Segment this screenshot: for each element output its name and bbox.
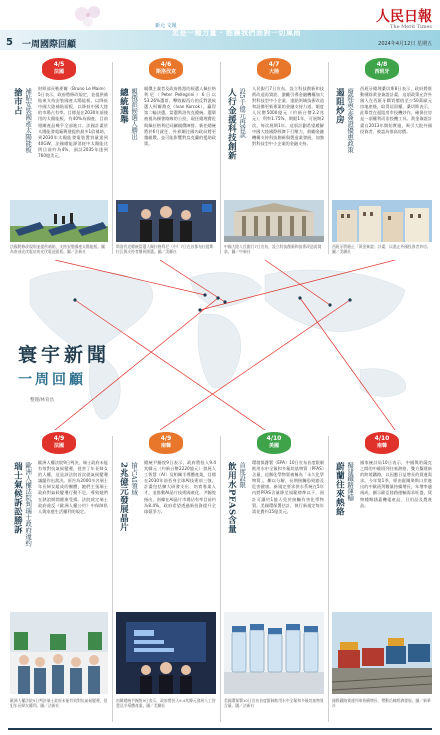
page-header xyxy=(0,0,440,52)
date-tag: 4/8 西班牙 xyxy=(365,58,399,80)
card-body: 總統尹錫悅9日表示，政府將投入9.4兆韓元（約新台幣2220億元）發展人工智慧（AI）及相關半導體產業，目標在2030年前晉身全球AI技術前三強。計畫包括擴大研發支出、培育專業人才，並推動AI晶片技術國產化。尹錫悅指出，南韓在AI晶片市場佔有率目前約為8.4%，政府希望透過新投資提升全球競爭力。 xyxy=(144,460,216,514)
date-tag: 4/10 美國 xyxy=(257,432,291,454)
card-subhead: 搶占AI領域 xyxy=(130,462,139,496)
card-body: 西班牙總理桑切斯8日表示，政府將推動廢除黃金簽證計畫，這項政策允許外國人在西班牙購買價值至少50萬歐元房地產後，取得居留權。桑切斯表示，此舉旨在遏阻房市投機炒作，確保住房是一項權利而非投機工具。黃金簽證計畫自2013年開始實施，吸引大批外國投資者，被認為推高房價。 xyxy=(360,86,432,134)
card-headline: 遏阻炒房 xyxy=(334,88,345,124)
date-tag: 4/9 南韓 xyxy=(149,432,183,454)
date-tag: 4/7 大陸 xyxy=(257,58,291,80)
news-card-us-pfas xyxy=(222,432,326,724)
card-caption: 中國大陸人民銀行7日宣布，設立科技創新和技術改造再貸款。圖／中新社 xyxy=(224,244,322,255)
news-card-swiss-climate xyxy=(8,432,110,724)
section-title: 一周國際回顧 xyxy=(22,40,77,50)
date-tag: 4/5 法國 xyxy=(42,58,76,80)
card-headline: 2兆億元發展晶片 xyxy=(118,462,129,532)
editor-credit: 整理/林育昌 xyxy=(30,398,55,403)
card-headline: 搶市占 xyxy=(12,88,23,115)
card-subhead: 補貼安裝國產太陽能板 xyxy=(24,88,33,153)
news-card-rail-transport xyxy=(330,432,434,724)
card-subhead: 首度設限 xyxy=(238,462,247,488)
feature-title-main: 寰宇新聞 xyxy=(18,344,111,366)
card-photo xyxy=(10,612,108,694)
card-body: 親俄主義者及政府推派的候選人佩拉格利尼（Peter Pellegrini）6日以53.26%選票，擊敗親西方的反對派候選人柯爾喬克（Ivan Korcok），贏得第二輪決選，當選斯洛伐克總統。選舉被視為國會路線的公投，現任總理費佐與佩拉格利尼同屬親俄陣營。新任總統將於6月就任，外界關注國內政局將更趨親俄，並可能影響對烏克蘭的援助政策。 xyxy=(144,86,216,146)
card-body: 環境保護署（EPA）10日宣布首度限制飲用水中全氟和多氟烷基物質（PFAS）含量，這類化學物質被稱為「永久化學物質」，難以分解，長期接觸恐致癌及危害健康。新規定要求供水系統在5年內將PFAS含量降至規範標準以下，預計可讓約1億人免於接觸有害化學物質。美國環保署估計，執行新規定每年需花費約15億美元。 xyxy=(252,460,324,514)
date-tag: 4/6 斯洛伐克 xyxy=(149,58,183,80)
footer-rule xyxy=(8,728,432,730)
card-headline: 蔚蘭往來熱絡 xyxy=(334,462,345,516)
card-caption: 西班牙將廢止「黃金簽證」計畫，以遏止外國投資者炒房。圖／美聯社 xyxy=(332,244,431,255)
card-headline: 飲用水PFAS含量 xyxy=(226,462,237,534)
card-headline: 人行金援科技創新 xyxy=(226,88,237,160)
card-body: 財經部長勒麥爾（Bruno Le Maire）5日表示，政府將修改規定，並提供補貼來支持安裝國產太陽能板，以降低中國大陸補貼面板，以降低中國大陸的市場占有率。目標是在2030年前使用的太陽能板，有40%為國產，目前相關產品幾乎全部進口。法國計畫於太陽能發電廠興建提供最多1倍補助，到2030年太陽能發電裝置容量達到40GW。法國總能源消耗中太陽能比例目前約為4%，預計2035年達到760億美元。 xyxy=(38,86,108,159)
news-card-france-solar xyxy=(8,58,110,258)
date-tag: 4/9 法國 xyxy=(42,432,76,454)
card-subhead: 歐洲人權法院判瑞士政府違約 xyxy=(24,462,33,547)
feature-title xyxy=(18,340,110,389)
card-subhead: 設5千億元再貸款 xyxy=(238,88,247,138)
card-photo xyxy=(116,612,216,694)
news-card-slovakia-election xyxy=(114,58,218,258)
card-caption: 美國環保署10日宣布首度限制飲用水中全氟和多氟烷基物質含量。圖／法新社 xyxy=(224,698,324,709)
card-subhead: 擬建鐵路運輸 xyxy=(346,462,355,501)
slogan-tag: 新元 文報 xyxy=(155,23,177,29)
date-tag: 4/10 南韓 xyxy=(365,432,399,454)
card-photo xyxy=(10,200,108,242)
card-photo xyxy=(224,612,324,694)
card-body: 國家統計局10日表示，中國與哈薩克之間的中歐班列往來熱絡，雙方擬建新的跨境鐵路，以因應日益增長的貨運需求。今年第1季，經由霍爾果斯口岸進出的中歐班列數量持續增長，年增率逾兩成，顯示歐亞陸路運輸需求旺盛，貨物種類涵蓋機電產品、日用品及農產品。 xyxy=(360,460,432,508)
card-headline: 總統選舉 xyxy=(118,88,129,124)
card-body: 歐洲人權法院9日判決，瑞士政府未能有效對抗氣候變遷，侵害了年長婦女的人權，這是該法院首次就氣候變遷議題作出裁決。原告為2000多名瑞士年長婦女組成的團體，她們主張瑞士政府對氣候變遷行動不足，導致她們在熱浪期間健康受損。法院裁定瑞士政府違反《歐洲人權公約》中保障私人與家庭生活權利的規定。 xyxy=(38,460,108,514)
page-number: 5 xyxy=(6,37,13,48)
card-photo xyxy=(116,200,216,242)
news-card-china-central-bank xyxy=(222,58,326,258)
card-caption: 法國將修改規則並提供補貼，支持安裝國產太陽能板。圖為南部光伏電站的光伏電池面板。圖／法新社 xyxy=(10,244,105,255)
flower-decoration-icon xyxy=(70,2,110,32)
card-photo xyxy=(332,200,432,242)
card-subhead: 廢除黃金簽證優惠政策 xyxy=(346,88,355,153)
card-caption: 國際鐵路貨運列車持續增長，帶動沿線經濟發展。圖／新華社 xyxy=(332,698,431,709)
card-body: 人民銀行7日宣布，設立科技創新和技術改造再貸款，激勵引導金融機構加大對科技型中小企業、重點領域技術改造和設備更新專案的金融支持力道。額度人民幣5000億元（約新台幣2.2兆元），利率1.75%，期限1年，可展期2次，每次展期1年。這項計劃希望緩解中國大陸國際經濟下行壓力，鼓勵金融機構支持科技創新與製造業發展，加強對科技型中小企業的金融支持。 xyxy=(252,86,324,146)
card-caption: 斯洛伐克總統當選人佩拉格利尼（中）7日在首都布拉提斯拉瓦與支持者慶祝勝選。圖／美聯社 xyxy=(116,244,214,255)
card-headline: 瑞士氣候訴訟勝訴 xyxy=(12,462,23,534)
card-caption: 南韓總統尹錫悅9日表示，政府將投入9.4兆韓元發展人工智慧及半導體產業。圖／美聯社 xyxy=(116,698,216,709)
card-subhead: 親俄派候選人勝出 xyxy=(130,88,139,140)
news-card-spain-golden-visa xyxy=(330,58,434,258)
newspaper-logo-en: The Merit Times xyxy=(390,24,432,30)
column-divider xyxy=(328,436,329,722)
slogan: 忠是一種力量 · 能讓我們面對一切風雨 xyxy=(172,29,302,37)
card-photo xyxy=(224,200,324,242)
newspaper-logo: 人民日報 xyxy=(376,9,432,25)
issue-date: 2024年4月12日 星期五 xyxy=(378,41,432,47)
column-divider xyxy=(220,436,221,722)
news-card-korea-chips xyxy=(114,432,218,724)
column-divider xyxy=(112,62,113,254)
column-divider xyxy=(112,436,113,722)
card-caption: 歐洲人權法院9日判決瑞士政府未能有效對抗氣候變遷，侵犯年長婦女權利。圖／法新社 xyxy=(10,698,108,709)
card-photo xyxy=(332,612,432,694)
column-divider xyxy=(220,62,221,254)
column-divider xyxy=(328,62,329,254)
feature-title-sub: 一周回顧 xyxy=(18,372,86,388)
